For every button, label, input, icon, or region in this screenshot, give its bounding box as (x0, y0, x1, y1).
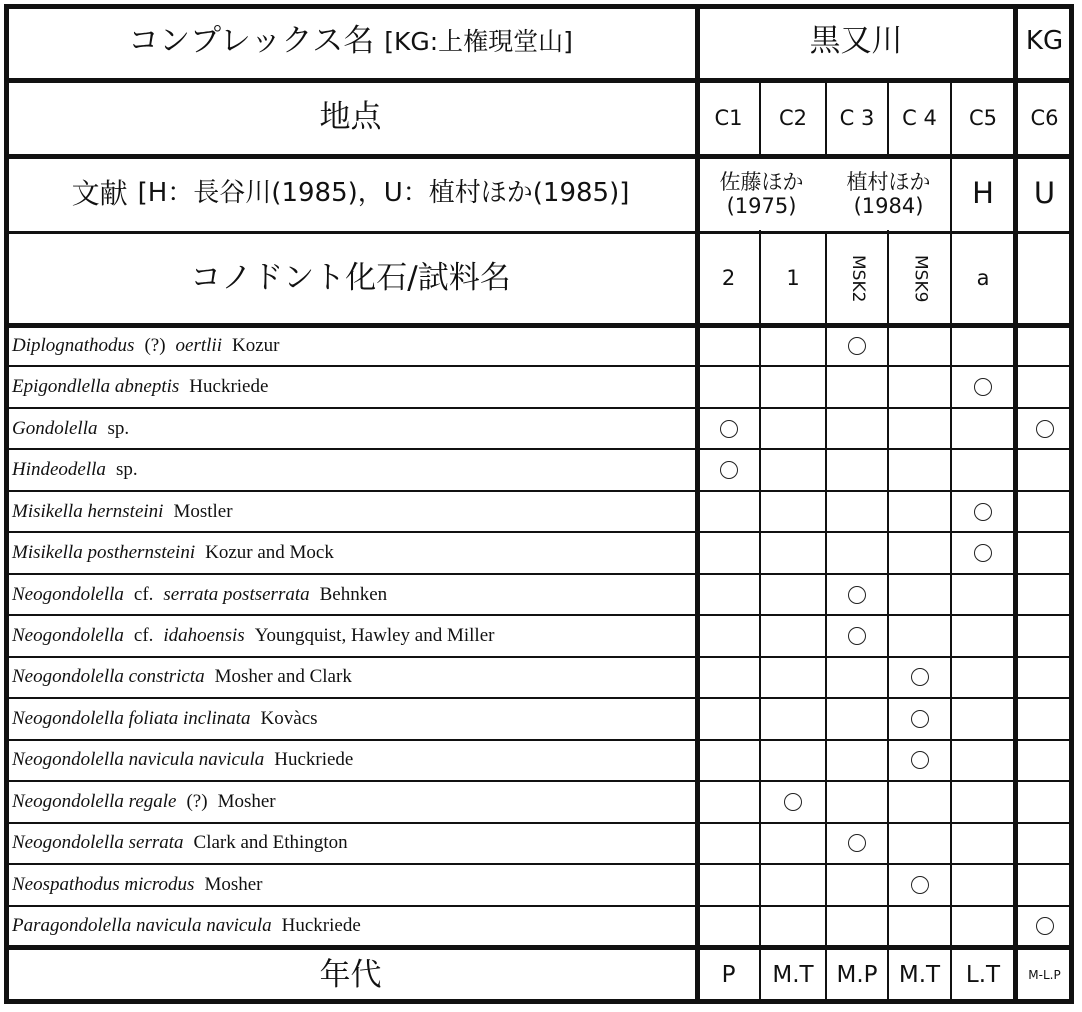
occurrence-circle-icon (911, 751, 929, 769)
species-row (12, 740, 353, 781)
sample-3: MSK2 (847, 254, 868, 303)
species-author: Mostler (173, 500, 233, 522)
species-genus: Neospathodus microdus (12, 873, 195, 895)
site-1: C1 (714, 105, 743, 130)
species-row (12, 823, 348, 864)
complex-name-label (4, 4, 697, 80)
fossil-label: コノドント化石/試料名 (190, 259, 511, 296)
species-author: Youngquist, Hawley and Miller (254, 625, 495, 647)
river-header: 黒又川 (809, 23, 903, 60)
site-5: C5 (968, 105, 998, 130)
species-epithet: serrata postserrata (163, 583, 310, 605)
species-row (12, 657, 352, 698)
species-author: Kovàcs (260, 707, 318, 729)
species-qualifier: (?) (186, 790, 208, 812)
species-genus: Neogondolella serrata (12, 832, 184, 854)
site-label: 地点 (319, 99, 382, 136)
species-row (12, 615, 494, 656)
species-author: Huckriede (274, 749, 354, 771)
species-qualifier: cf. (133, 583, 154, 605)
ref-sato (697, 156, 826, 232)
occurrence-circle-icon (720, 461, 738, 479)
occurrence-circle-icon (1036, 917, 1054, 935)
grid-vline (825, 232, 827, 1004)
species-genus: Diplognathodus (12, 334, 135, 356)
occurrence-circle-icon (974, 503, 992, 521)
species-genus: Gondolella (12, 417, 98, 439)
species-qualifier: sp. (115, 459, 138, 481)
complex-note: [KG:上権現堂山] (384, 26, 573, 56)
ref-note: [H：長谷川(1985)，U：植村ほか(1985)] (137, 178, 630, 209)
species-genus: Misikella hernsteini (12, 500, 164, 522)
species-author: Behnken (319, 583, 388, 605)
ref-label: 文献 (71, 176, 128, 210)
age-3: M.P (836, 962, 878, 989)
occurrence-circle-icon (784, 793, 802, 811)
species-genus: Hindeodella (12, 459, 106, 481)
occurrence-circle-icon (720, 420, 738, 438)
ref-sato-name: 佐藤ほか (719, 169, 804, 194)
species-author: Huckriede (281, 915, 361, 937)
occurrence-circle-icon (848, 586, 866, 604)
site-4: C 4 (902, 105, 937, 130)
age-5: L.T (965, 962, 1001, 989)
species-genus: Neogondolella (12, 583, 124, 605)
species-qualifier: (?) (144, 334, 166, 356)
species-genus: Neogondolella constricta (12, 666, 205, 688)
ref-h: H (972, 176, 994, 211)
ref-uemura (826, 156, 951, 232)
occurrence-circle-icon (848, 627, 866, 645)
age-2: M.T (772, 962, 814, 989)
species-epithet: oertlii (175, 334, 222, 356)
species-row (12, 864, 263, 905)
occurrence-circle-icon (1036, 420, 1054, 438)
occurrence-circle-icon (911, 668, 929, 686)
species-genus: Epigondlella abneptis (12, 376, 180, 398)
species-row (12, 449, 138, 490)
species-row (12, 698, 318, 739)
ref-uemura-name: 植村ほか (846, 169, 931, 194)
species-row (12, 491, 233, 532)
sample-1: 2 (721, 266, 736, 291)
species-row (12, 532, 334, 573)
age-label: 年代 (319, 956, 382, 993)
species-qualifier: sp. (107, 417, 130, 439)
species-author: Huckriede (189, 376, 269, 398)
species-genus: Paragondolella navicula navicula (12, 915, 272, 937)
reference-label (4, 156, 697, 232)
species-epithet: idahoensis (163, 625, 245, 647)
grid-hline (4, 448, 1074, 450)
species-genus: Neogondolella (12, 625, 124, 647)
age-4: M.T (898, 962, 941, 989)
occurrence-circle-icon (974, 544, 992, 562)
species-author: Mosher (204, 873, 263, 895)
species-row (12, 781, 276, 822)
species-author: Kozur and Mock (205, 542, 334, 564)
species-row (12, 325, 279, 366)
ref-sato-year: (1975) (726, 194, 797, 218)
sample-5: a (976, 266, 990, 291)
age-1: P (721, 962, 736, 989)
sample-2: 1 (786, 266, 800, 291)
age-6: M-L.P (1028, 967, 1061, 982)
occurrence-circle-icon (911, 710, 929, 728)
species-author: Clark and Ethington (193, 832, 348, 854)
species-author: Mosher (217, 790, 276, 812)
species-genus: Neogondolella foliata inclinata (12, 707, 251, 729)
complex-label: コンプレックス名 (128, 23, 375, 60)
species-genus: Neogondolella navicula navicula (12, 749, 265, 771)
occurrence-circle-icon (848, 337, 866, 355)
species-genus: Neogondolella regale (12, 790, 177, 812)
occurrence-circle-icon (911, 876, 929, 894)
species-row (12, 366, 268, 407)
species-row (12, 906, 361, 947)
ref-u: U (1033, 176, 1056, 211)
species-author: Mosher and Clark (214, 666, 352, 688)
species-qualifier: cf. (133, 625, 154, 647)
ref-uemura-year: (1984) (853, 194, 924, 218)
species-author: Kozur (232, 334, 280, 356)
kg-header: KG (1025, 26, 1064, 57)
site-2: C2 (778, 105, 808, 130)
sample-4: MSK9 (910, 254, 931, 303)
species-row (12, 574, 387, 615)
species-genus: Misikella posthernsteini (12, 542, 196, 564)
site-6: C6 (1030, 105, 1059, 130)
species-row (12, 408, 129, 449)
site-3: C 3 (839, 105, 875, 130)
sample-6 (1015, 232, 1074, 325)
